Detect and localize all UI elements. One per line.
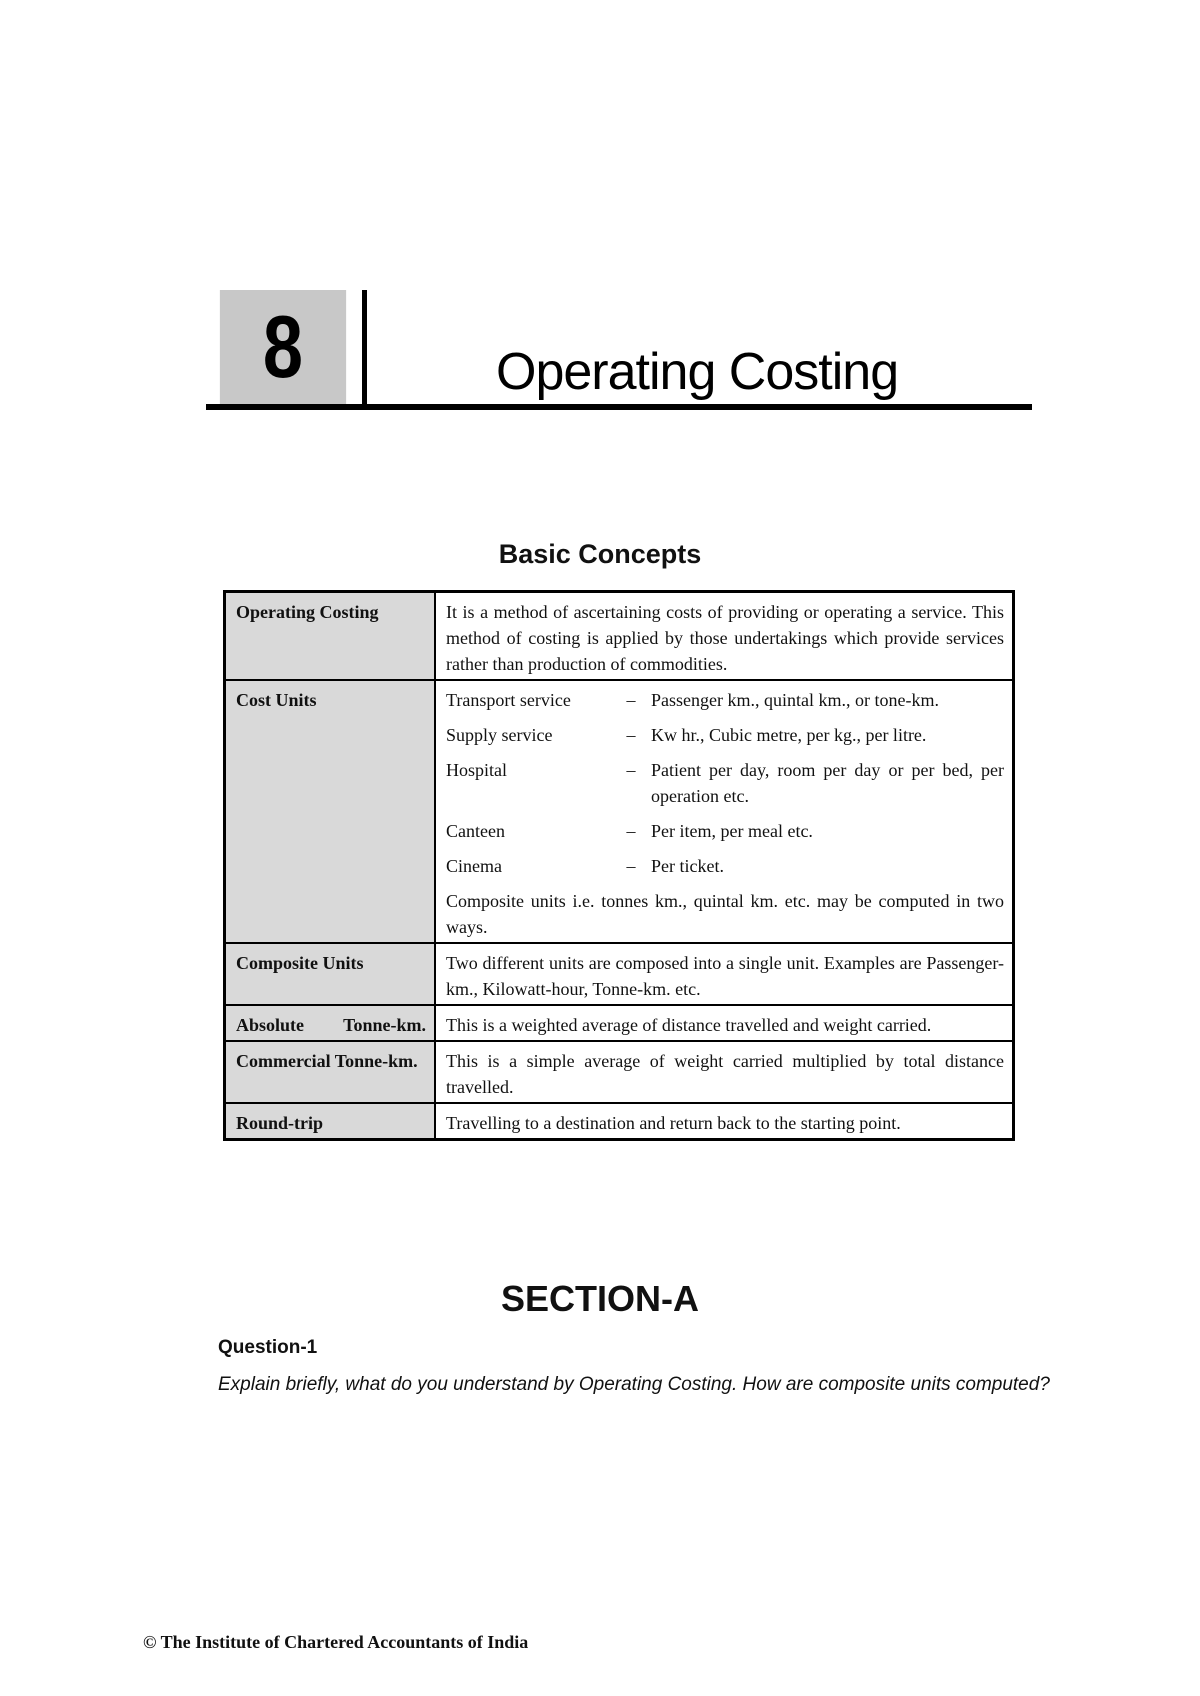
cost-unit-value: Per item, per meal etc.	[651, 821, 813, 841]
description-cell: This is a weighted average of distance travelled and weight carried.	[435, 1005, 1014, 1041]
question-text: Explain briefly, what do you understand by Operating Costing. How are composite units computed?	[218, 1374, 1050, 1395]
table-row	[225, 943, 1014, 1005]
cost-unit-value: Per ticket.	[651, 856, 724, 876]
term-cell: Cost Units	[225, 680, 436, 943]
chapter-header	[206, 290, 1032, 410]
cost-unit-value: Kw hr., Cubic metre, per kg., per litre.	[651, 725, 927, 745]
term-cell: Commercial Tonne-km.	[225, 1041, 436, 1103]
table-row	[225, 592, 1014, 681]
cost-unit-item	[446, 687, 1004, 713]
cost-unit-name: Transport service	[446, 690, 571, 710]
cost-unit-item	[446, 818, 1004, 844]
cost-unit-dash: –	[626, 856, 636, 876]
cost-unit-name: Canteen	[446, 821, 505, 841]
basic-concepts-heading: Basic Concepts	[498, 539, 702, 569]
cost-unit-dash: –	[626, 821, 636, 841]
chapter-title: Operating Costing	[496, 343, 899, 401]
term-cell: Operating Costing	[225, 592, 436, 681]
cost-unit-item	[446, 757, 1004, 809]
footer-copyright: © The Institute of Chartered Accountants of India	[143, 1632, 529, 1652]
table-row	[225, 1103, 1014, 1140]
question-label: Question-1	[218, 1337, 318, 1358]
chapter-rule	[206, 404, 1032, 410]
basic-concepts-table	[223, 590, 1015, 1141]
description-cell: Two different units are composed into a single unit. Examples are Passenger-km., Kilowatt-hour, Tonne-km. etc.	[435, 943, 1014, 1005]
composite-units-note: Composite units i.e. tonnes km., quintal km. etc. may be computed in two ways.	[446, 891, 1004, 937]
table-row	[225, 1005, 1014, 1041]
term-cell: Composite Units	[225, 943, 436, 1005]
cost-unit-dash: –	[626, 760, 636, 780]
cost-units-cell	[435, 680, 1014, 943]
cost-unit-item	[446, 853, 1004, 879]
cost-unit-value: Patient per day, room per day or per bed, per operation etc.	[651, 760, 1004, 806]
cost-unit-name: Cinema	[446, 856, 502, 876]
table-row	[225, 1041, 1014, 1103]
chapter-number: 8	[220, 290, 346, 404]
table-row	[225, 680, 1014, 943]
chapter-divider	[362, 290, 367, 404]
section-title: SECTION-A	[501, 1278, 699, 1319]
cost-unit-name: Supply service	[446, 725, 553, 745]
cost-unit-dash: –	[626, 690, 636, 710]
description-cell: It is a method of ascertaining costs of providing or operating a service. This method of costing is applied by those undertakings which provide services rather than production of commodities.	[435, 592, 1014, 681]
term-cell: Absolute Tonne-km.	[225, 1005, 436, 1041]
term-cell: Round-trip	[225, 1103, 436, 1140]
cost-unit-value: Passenger km., quintal km., or tone-km.	[651, 690, 939, 710]
cost-unit-dash: –	[626, 725, 636, 745]
description-cell: Travelling to a destination and return back to the starting point.	[435, 1103, 1014, 1140]
description-cell: This is a simple average of weight carried multiplied by total distance travelled.	[435, 1041, 1014, 1103]
cost-unit-name: Hospital	[446, 760, 507, 780]
cost-unit-item	[446, 722, 1004, 748]
